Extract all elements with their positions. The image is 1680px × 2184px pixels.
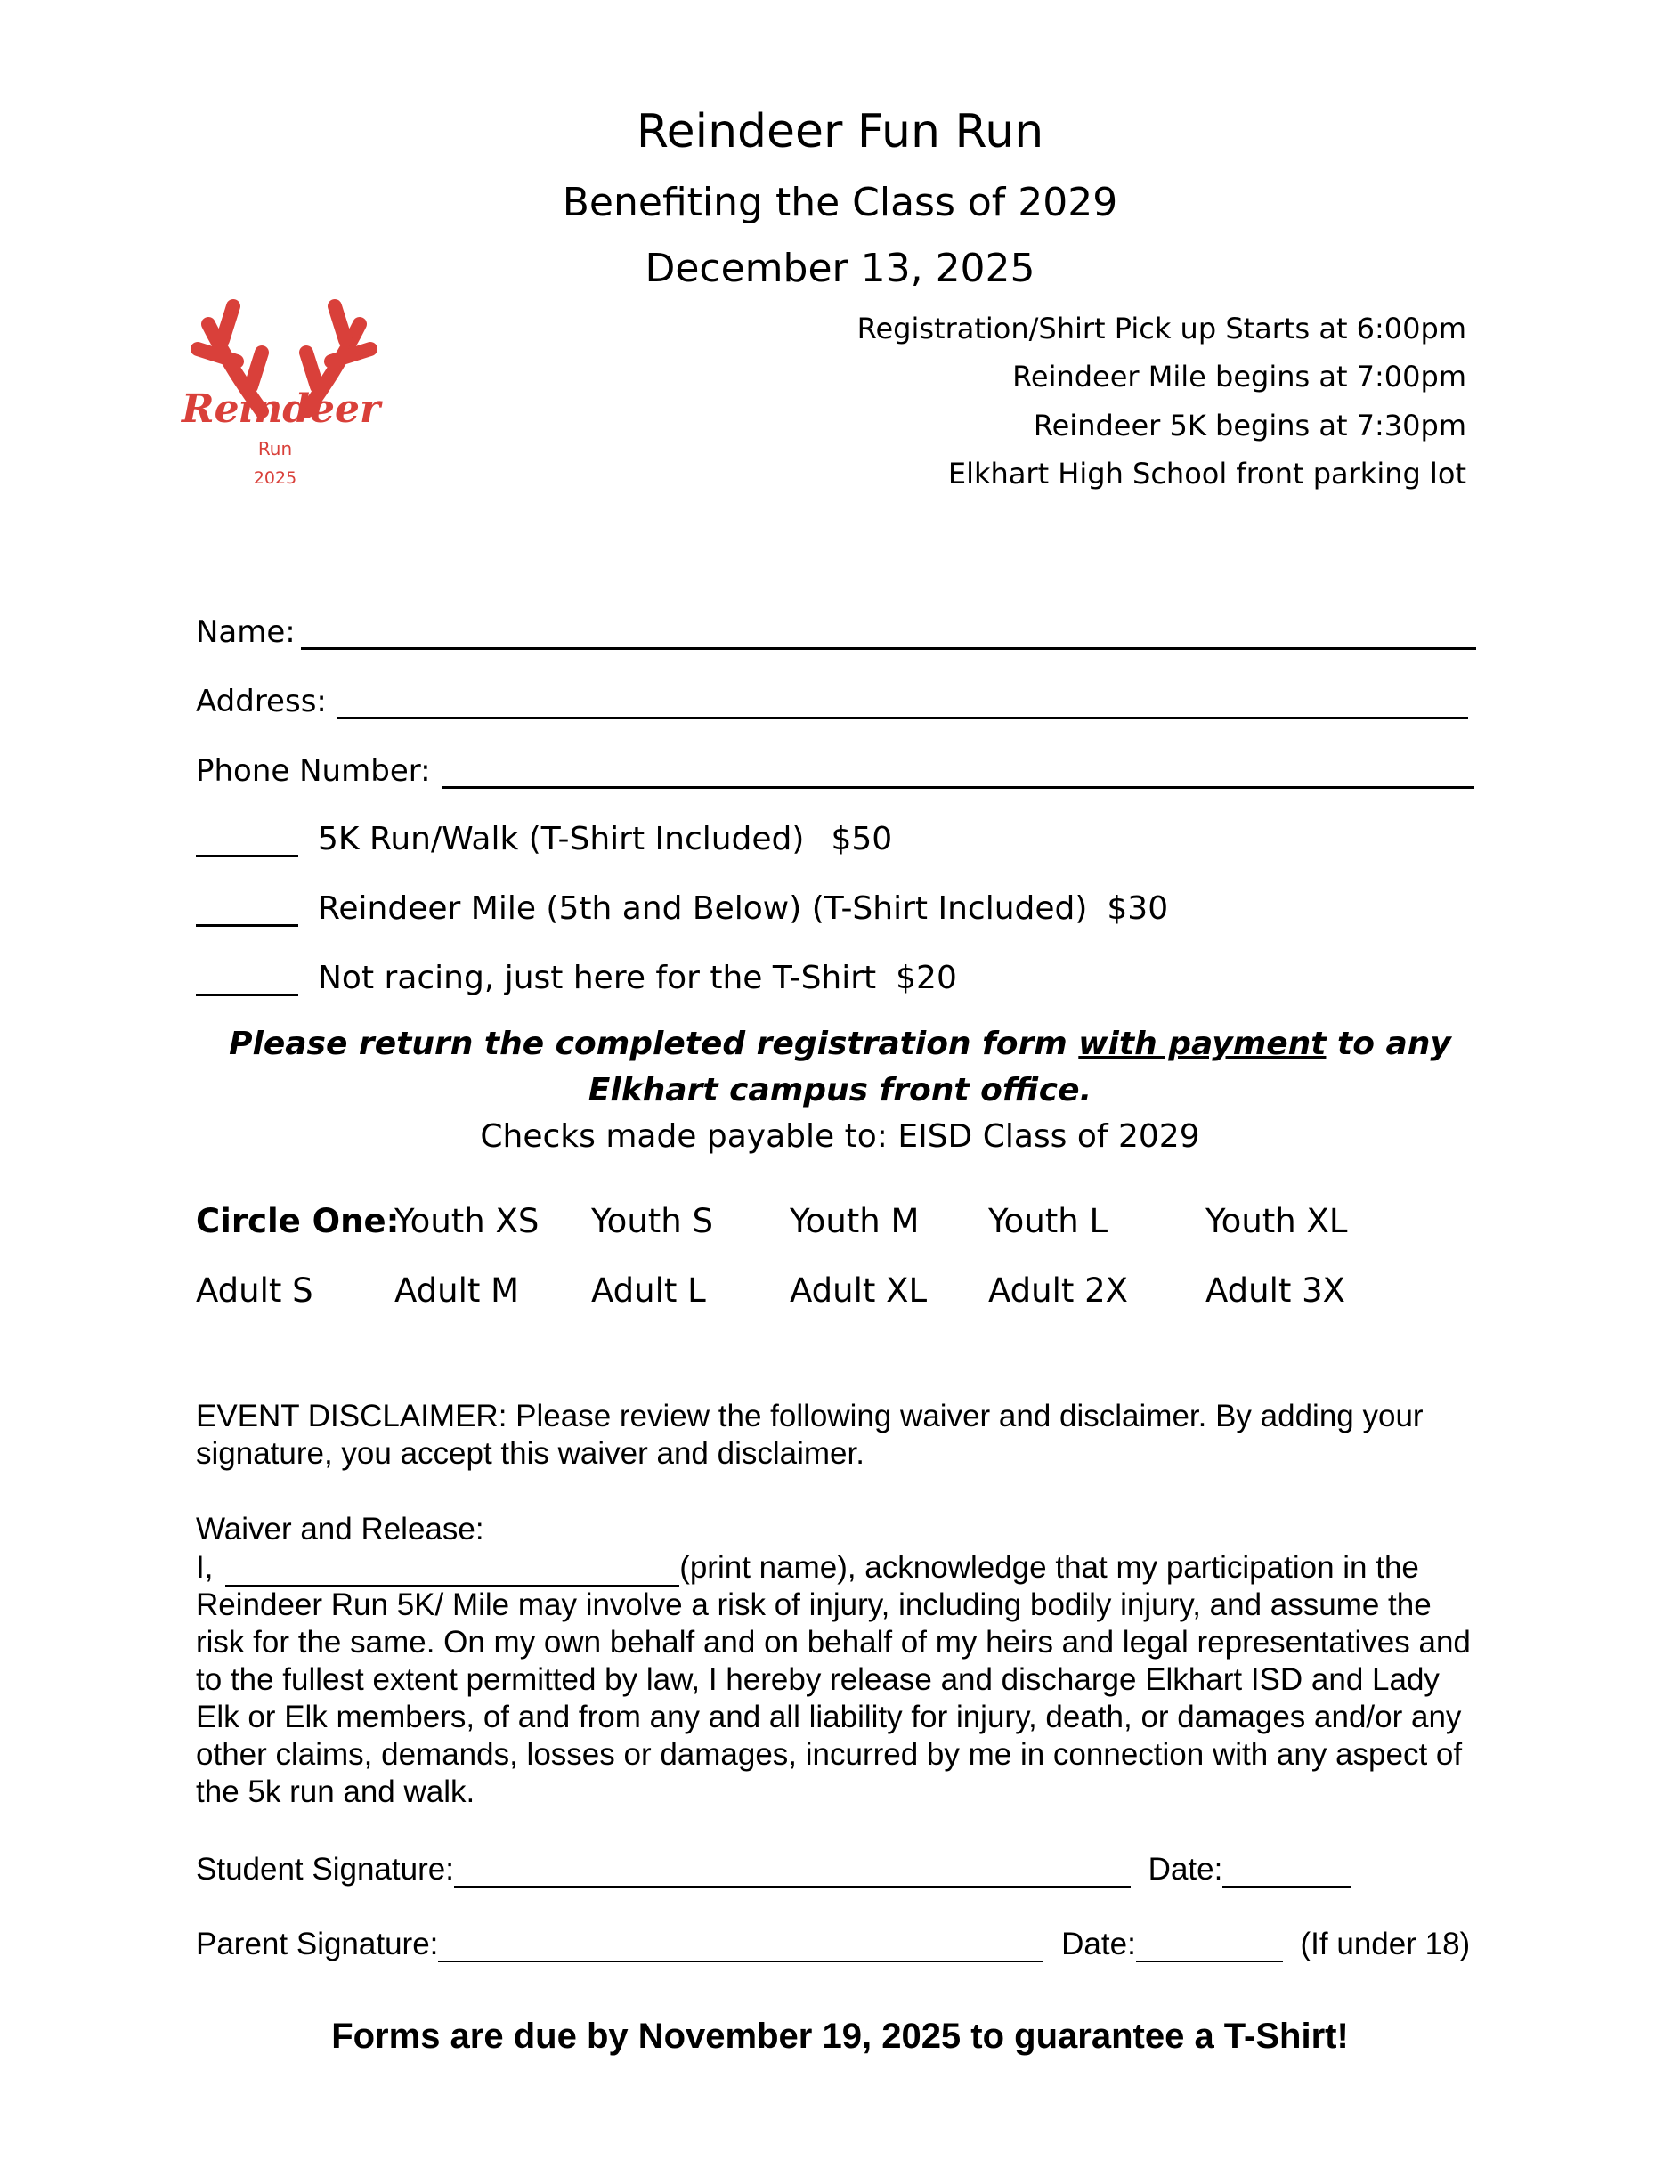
address-line[interactable] (337, 685, 1468, 719)
waiver-prefix: I, (196, 1550, 214, 1585)
reindeer-run-logo (182, 297, 386, 511)
address-field[interactable] (196, 684, 1468, 719)
parent-signature-row (196, 1927, 1470, 1962)
name-label: Name: (196, 614, 296, 650)
logo-word: Reindeer (182, 386, 381, 432)
page-title: Reindeer Fun Run (636, 105, 1044, 158)
phone-line[interactable] (442, 754, 1474, 789)
student-signature-row (196, 1852, 1351, 1888)
option-mile[interactable] (196, 890, 1168, 927)
option-5k[interactable] (196, 821, 892, 857)
option-label: 5K Run/Walk (T-Shirt Included) (318, 821, 805, 857)
info-mile: Reindeer Mile begins at 7:00pm (1012, 360, 1466, 394)
print-name-line[interactable] (225, 1558, 679, 1587)
notice-text: Please return the completed registration form (229, 1026, 1079, 1062)
logo-year: 2025 (253, 468, 297, 488)
parent-date-label: Date: (1061, 1927, 1136, 1961)
event-date: December 13, 2025 (645, 246, 1035, 291)
size-adult-s[interactable]: Adult S (196, 1271, 313, 1310)
waiver-text: (print name), acknowledge that my participation in the Reindeer Run 5K/ Mile may involve a risk of injury, including bodily injury, and assume the risk for the same. On my own behalf and on behalf of my heirs and legal representatives and to the fullest extent permitted by law, I hereby release and discharge Elkhart ISD and Lady Elk or Elk members, of and from any and all liability for injury, death, or damages and/or any other claims, demands, losses or damages, incurred by me in connection with any aspect of the 5k run and walk. (196, 1550, 1471, 1809)
circle-one-label: Circle One: (196, 1202, 400, 1240)
student-date-line[interactable] (1222, 1859, 1351, 1888)
size-youth-m[interactable]: Youth M (790, 1202, 920, 1240)
return-notice (0, 1026, 1680, 1062)
page-subtitle: Benefiting the Class of 2029 (562, 180, 1118, 225)
size-adult-xl[interactable]: Adult XL (790, 1271, 928, 1310)
parent-signature-line[interactable] (438, 1934, 1043, 1962)
parent-date-line[interactable] (1136, 1934, 1283, 1962)
size-youth-xl[interactable]: Youth XL (1205, 1202, 1348, 1240)
event-disclaimer: EVENT DISCLAIMER: Please review the following waiver and disclaimer. By adding your signature, you accept this waiver and disclaimer. (196, 1399, 1424, 1471)
phone-label: Phone Number: (196, 753, 431, 789)
option-blank[interactable] (196, 962, 298, 996)
waiver-body (196, 1549, 1487, 1811)
name-line[interactable] (301, 615, 1476, 650)
size-youth-s[interactable]: Youth S (591, 1202, 713, 1240)
option-blank[interactable] (196, 892, 298, 927)
option-label: Reindeer Mile (5th and Below) (T-Shirt Included) (318, 890, 1088, 927)
info-5k: Reindeer 5K begins at 7:30pm (1033, 409, 1466, 442)
size-youth-l[interactable]: Youth L (988, 1202, 1108, 1240)
size-youth-xs[interactable]: Youth XS (394, 1202, 540, 1240)
waiver-heading: Waiver and Release: (196, 1512, 484, 1547)
under-18-note: (If under 18) (1300, 1927, 1471, 1961)
option-price: $20 (896, 960, 957, 996)
option-shirt-only[interactable] (196, 960, 957, 996)
info-registration: Registration/Shirt Pick up Starts at 6:00pm (856, 312, 1466, 345)
student-signature-line[interactable] (454, 1859, 1131, 1888)
notice-text-end: to any (1326, 1026, 1451, 1062)
parent-signature-label: Parent Signature: (196, 1927, 439, 1961)
size-adult-2x[interactable]: Adult 2X (988, 1271, 1129, 1310)
student-signature-label: Student Signature: (196, 1852, 454, 1887)
notice-underlined: with payment (1078, 1026, 1327, 1062)
phone-field[interactable] (196, 753, 1474, 789)
option-label: Not racing, just here for the T-Shirt (318, 960, 877, 996)
logo-sub: Run (257, 438, 293, 459)
due-date-footer: Forms are due by November 19, 2025 to guarantee a T-Shirt! (331, 2017, 1349, 2056)
option-blank[interactable] (196, 823, 298, 857)
name-field[interactable] (196, 614, 1476, 650)
option-price: $50 (831, 821, 893, 857)
notice-office: Elkhart campus front office. (588, 1072, 1092, 1108)
student-date-label: Date: (1148, 1852, 1223, 1887)
size-adult-3x[interactable]: Adult 3X (1205, 1271, 1346, 1310)
info-location: Elkhart High School front parking lot (947, 457, 1466, 491)
checks-payable: Checks made payable to: EISD Class of 2029 (480, 1118, 1200, 1155)
option-price: $30 (1107, 890, 1169, 927)
size-adult-m[interactable]: Adult M (394, 1271, 520, 1310)
size-adult-l[interactable]: Adult L (591, 1271, 706, 1310)
address-label: Address: (196, 684, 327, 719)
